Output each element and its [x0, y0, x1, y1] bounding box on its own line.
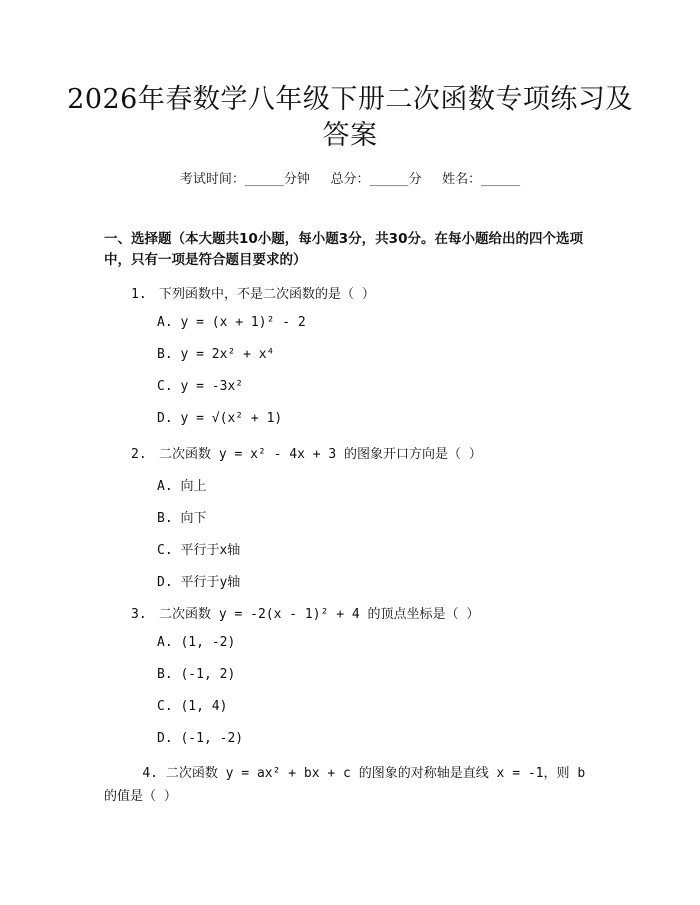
- question-number: 4.: [142, 766, 158, 781]
- question-text: 二次函数 y = x² - 4x + 3 的图象开口方向是（ ）: [159, 447, 482, 462]
- option-3a: A. (1, -2): [157, 635, 236, 650]
- option-2c: C. 平行于x轴: [157, 543, 241, 558]
- question-text: 二次函数 y = ax² + bx + c 的图象的对称轴是直线 x = -1，则 b 的值是（ ）: [104, 766, 586, 804]
- question-number: 2.: [131, 447, 147, 462]
- question-4: [104, 762, 604, 808]
- option-1c: C. y = -3x²: [157, 379, 244, 394]
- document-title: 2026年春数学八年级下册二次函数专项练习及答案: [67, 84, 633, 151]
- question-text: 下列函数中，不是二次函数的是（ ）: [159, 287, 375, 302]
- question-2: [131, 443, 482, 462]
- option-3d: D. (-1, -2): [157, 731, 244, 746]
- question-1: [131, 283, 375, 302]
- option-2b: B. 向下: [157, 511, 207, 526]
- question-3: [131, 603, 479, 622]
- option-1d: D. y = √(x² + 1): [157, 411, 283, 426]
- section-heading: 一、选择题（本大题共10小题，每小题3分，共30分。在每小题给出的四个选项中，只有一项是符合题目要求的）: [104, 231, 583, 268]
- option-3b: B. (-1, 2): [157, 667, 236, 682]
- exam-info-line: 考试时间：______分钟 总分：______分 姓名：______: [179, 172, 521, 187]
- question-number: 3.: [131, 607, 147, 622]
- question-number: 1.: [131, 287, 147, 302]
- option-2a: A. 向上: [157, 479, 207, 494]
- question-text: 二次函数 y = -2(x - 1)² + 4 的顶点坐标是（ ）: [159, 607, 480, 622]
- option-2d: D. 平行于y轴: [157, 575, 241, 590]
- option-1b: B. y = 2x² + x⁴: [157, 347, 275, 362]
- option-3c: C. (1, 4): [157, 699, 228, 714]
- option-1a: A. y = (x + 1)² - 2: [157, 315, 306, 330]
